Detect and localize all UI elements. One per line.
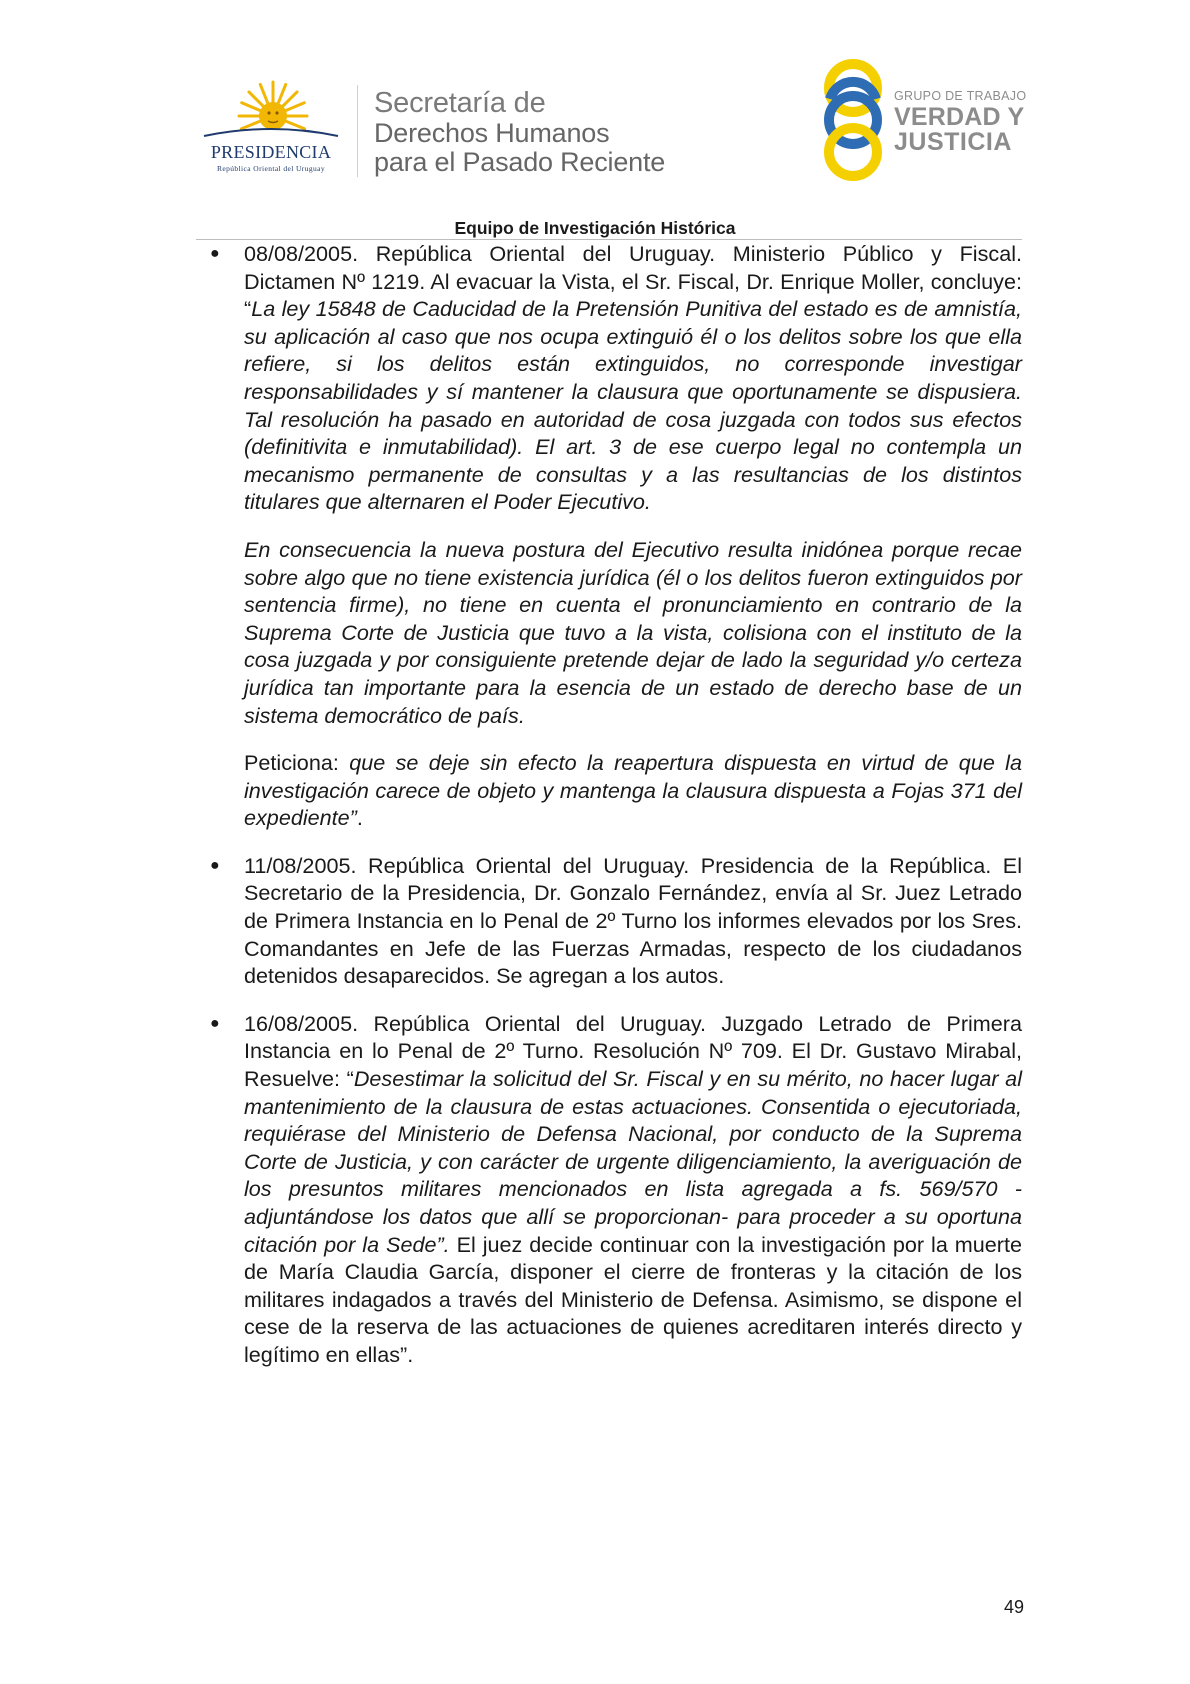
header-title: Equipo de Investigación Histórica <box>454 218 736 238</box>
secretaria-line1: Secretaría de <box>374 87 546 119</box>
secretaria-line3: para el Pasado Reciente <box>374 147 666 177</box>
entry-outro: El juez decide continuar con la investigación por la muerte de María Claudia García, disponer el cierre de fronteras y la citación de los militares indagados a través del Ministerio de Defensa. Asimismo, se dispone el cese de la reserva de las actuaciones de quienes acreditaren interés directo y legítimo en ellas”. <box>244 1231 1022 1367</box>
document-body <box>210 240 1022 1389</box>
list-item <box>210 1010 1022 1369</box>
presidencia-name: PRESIDENCIA <box>210 142 332 162</box>
presidencia-logo <box>196 78 346 178</box>
gtvj-line2: VERDAD Y <box>894 103 1025 131</box>
entry-paragraph <box>244 1010 1022 1369</box>
bullet-icon: ● <box>210 245 220 262</box>
header-divider <box>357 85 358 177</box>
list-item <box>210 852 1022 990</box>
page-number: 49 <box>1003 1597 1024 1617</box>
entry-paragraph: 11/08/2005. República Oriental del Uruguay. Presidencia de la República. El Secretario de la Presidencia, Dr. Gonzalo Fernández, envía al Sr. Juez Letrado de Primera Instancia en lo Penal de 2º Turno los informes elevados por los Sres. Comandantes en Jefe de las Fuerzas Armadas, respecto de los ciudadanos detenidos desaparecidos. Se agregan a los autos. <box>244 852 1022 989</box>
verdad-justicia-logo <box>820 55 1040 185</box>
secretaria-logo <box>374 88 665 177</box>
secretaria-line2: Derechos Humanos <box>374 118 610 148</box>
linked-rings-icon <box>820 55 890 185</box>
entry-quote: que se deje sin efecto la reapertura dispuesta en virtud de que la investigación carece de objeto y mantenga la clausura dispuesta a Fojas 371 del expediente” <box>244 750 1022 831</box>
entry-paragraph <box>244 536 1022 729</box>
entry-paragraph <box>244 240 1022 516</box>
bullet-icon: ● <box>210 1014 220 1032</box>
entry-intro: 16/08/2005. República Oriental del Uruguay. Juzgado Letrado de Primera Instancia en lo Penal de 2º Turno. Resolución Nº 709. El Dr. Gustavo Mirabal, Resuelve: “ <box>244 1010 1022 1092</box>
presidencia-subtitle: República Oriental del Uruguay <box>216 164 325 173</box>
entry-label: Peticiona: <box>244 750 350 776</box>
entry-quote: En consecuencia la nueva postura del Ejecutivo resulta inidónea porque recae sobre algo que no tiene existencia jurídica (él o los delitos fueron extinguidos por sentencia firme), no tiene en cuenta el pronunciamiento en contrario de la Suprema Corte de Justicia que tuvo a la vista, colisiona con el instituto de la cosa juzgada y por consiguiente pretende dejar de lado la seguridad y/o certeza jurídica tan importante para la esencia de un estado de derecho base de un sistema democrático de país. <box>244 536 1022 728</box>
entry-intro: 08/08/2005. República Oriental del Uruguay. Ministerio Público y Fiscal. Dictamen Nº 1219. Al evacuar la Vista, el Sr. Fiscal, Dr. Enrique Moller, concluye: “ <box>244 241 1022 322</box>
page-header <box>0 0 1190 240</box>
gtvj-line1: GRUPO DE TRABAJO <box>894 89 1027 103</box>
entry-end: . <box>356 805 363 831</box>
entry-quote: Desestimar la solicitud del Sr. Fiscal y en su mérito, no hacer lugar al mantenimiento de la clausura de estas actuaciones. Consentida o ejecutoriada, requiérase del Ministerio de Defensa Nacional, por conducto de la Suprema Corte de Justicia, y con carácter de urgente diligenciamiento, la averiguación de los presuntos militares mencionados en lista agregada a fs. 569/570 -adjuntándose los datos que allí se proporcionan- para proceder a su oportuna citación por la Sede”. <box>244 1066 1022 1257</box>
entry-quote: La ley 15848 de Caducidad de la Pretensión Punitiva del estado es de amnistía, su aplicación al caso que nos ocupa extinguió él o los delitos sobre los que ella refiere, si los delitos están extinguidos, no corresponde investigar responsabilidades y sí mantener la clausura que oportunamente se dispusiera. Tal resolución ha pasado en autoridad de cosa juzgada con todos sus efectos (definitivita e inmutabilidad). El art. 3 de ese cuerpo legal no contempla un mecanismo permanente de consultas y a las resultancias de los distintos titulares que alternaren el Poder Ejecutivo. <box>244 296 1022 515</box>
bullet-icon: ● <box>210 856 220 874</box>
sun-icon <box>196 78 346 148</box>
list-item <box>210 240 1022 832</box>
entry-paragraph <box>244 749 1022 832</box>
gtvj-line3: JUSTICIA <box>894 128 1012 156</box>
